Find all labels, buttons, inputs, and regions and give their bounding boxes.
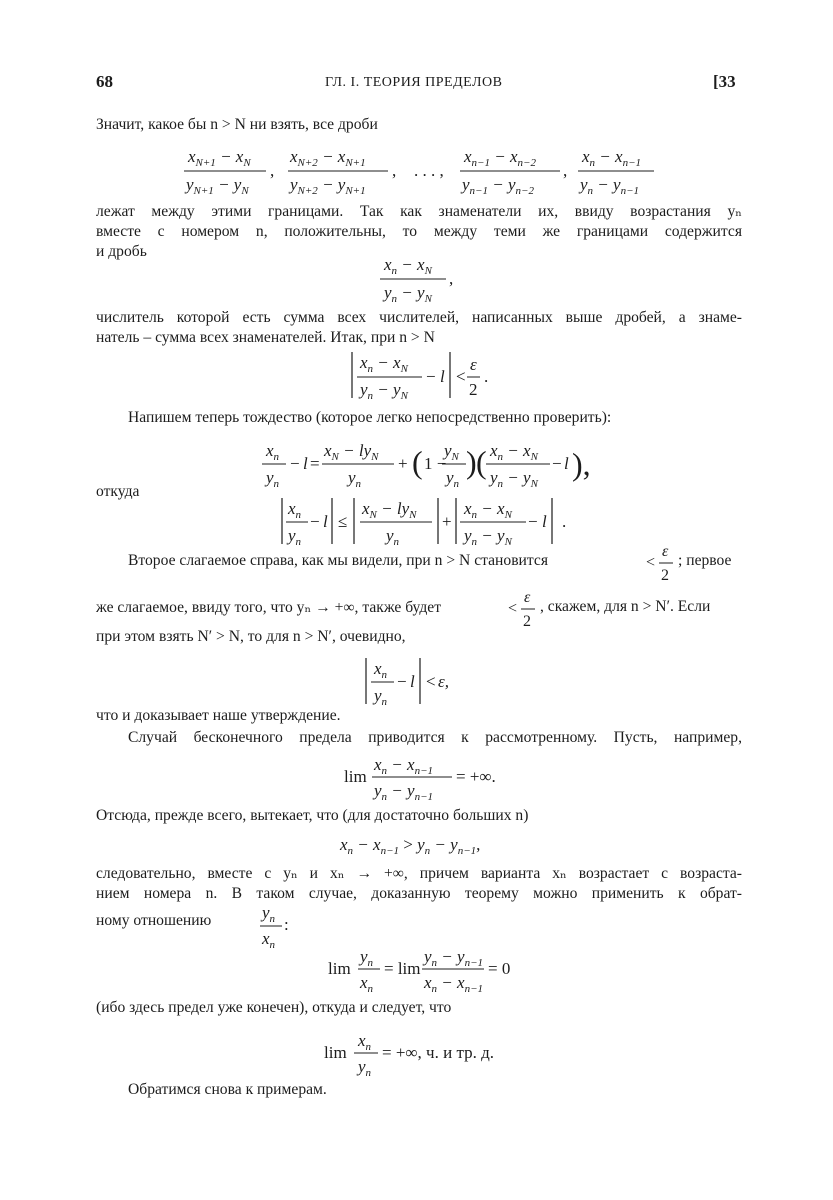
paragraph-3: числитель которой есть сумма всех числителей, написанных выше дробей, а знаме- натель – сумма всех знаменателей. Итак, при n > N — [96, 309, 742, 346]
svg-text:xn − xn−1: $x_n - x_{n-1}$ — [374, 755, 434, 777]
svg-text:yn: $y_n$ — [262, 903, 276, 925]
svg-text:yn − yn−1: $y_n - y_{n-1}$ — [424, 947, 484, 969]
svg-text:yn − yn−1: $y_n - y_{n-1}$ — [374, 781, 434, 800]
svg-text:l: l — [440, 367, 445, 386]
svg-text:(: ( — [412, 444, 423, 480]
svg-text:l: l — [564, 454, 569, 473]
svg-text:<: < — [456, 367, 466, 386]
svg-text:ε,: ε, — [438, 672, 449, 691]
svg-text:<: < — [426, 672, 436, 691]
svg-text:lim: lim — [344, 767, 367, 786]
svg-text:lim: lim — [324, 1043, 347, 1062]
formula-eps-half-1 — [646, 540, 682, 584]
svg-text:l: l — [323, 512, 328, 531]
svg-text:yn: $y_n$ — [374, 686, 388, 706]
svg-text:yn: $y_n$ — [446, 468, 460, 488]
svg-text:yn − yN: $y_n - y_N$ — [360, 380, 408, 402]
page-number: 68 — [96, 72, 113, 91]
paragraph-6-line-1a: Второе слагаемое справа, как мы видели, при n > N становится — [128, 552, 549, 569]
svg-text:xn − xN: $x_n - x_N$ — [360, 353, 408, 375]
formula-zero-limit — [326, 944, 526, 992]
paragraph-4: Напишем теперь тождество (которое легко непосредственно проверить): — [128, 409, 612, 426]
svg-text:−: − — [397, 672, 407, 691]
svg-text:yn: $y_n$ — [386, 526, 400, 546]
paragraph-7: что и доказывает наше утверждение. — [96, 707, 341, 724]
svg-text:xN − lyN: $x_N - ly_N$ — [324, 441, 379, 463]
svg-text:= +∞, ч. и тр. д.: = +∞, ч. и тр. д. — [382, 1043, 494, 1062]
formula-difference — [338, 830, 518, 860]
svg-text:lim: lim — [328, 959, 351, 978]
formula-inequality — [278, 494, 574, 546]
svg-text:yn − yn−1: $y_n - y_{n-1}$ — [580, 175, 640, 197]
paragraph-1: Значит, какое бы n > N ни взять, все дроби — [96, 116, 378, 133]
formula-ratio — [256, 902, 296, 948]
paragraph-6-line-3: при этом взять N′ > N, то для n > N′, очевидно, — [96, 628, 406, 645]
svg-text:xn: $x_n$ — [374, 659, 388, 681]
svg-text:xn: $x_n$ — [266, 441, 280, 463]
svg-text:yn: $y_n$ — [358, 1057, 372, 1076]
svg-text:+: + — [442, 512, 452, 531]
svg-text:xn: $x_n$ — [262, 929, 276, 948]
svg-text:xn: $x_n$ — [288, 499, 302, 521]
formula-identity — [258, 436, 578, 488]
svg-text:yn − yN: $y_n - y_N$ — [464, 526, 512, 546]
svg-text:yn: $y_n$ — [266, 468, 280, 488]
svg-text:xN+1 − xN: $x_{N+1} - x_N$ — [188, 147, 251, 169]
paragraph-8: Случай бесконечного предела приводится к рассмотренному. Пусть, например, — [128, 729, 742, 746]
svg-text:yn: $y_n$ — [348, 468, 362, 488]
section-number: [33 — [713, 72, 736, 91]
paragraph-6-line-2b: , скажем, для n > N′. Если — [540, 598, 711, 615]
svg-text:ε: ε — [470, 355, 477, 374]
svg-text:xn − xN: $x_n - x_N$ — [464, 499, 512, 521]
paragraph-6-line-2a: же слагаемое, ввиду того, что yₙ → +∞, также будет — [96, 599, 442, 616]
svg-text:<: < — [508, 600, 518, 617]
svg-text:.: . — [562, 512, 567, 531]
svg-text:(: ( — [476, 444, 487, 480]
svg-text:. . . ,: . . . , — [414, 161, 444, 180]
svg-text:,: , — [563, 161, 568, 180]
svg-text:2: 2 — [469, 380, 478, 399]
formula-fraction-n-N — [378, 252, 468, 302]
svg-text:yN+1 − yN: $y_{N+1} - y_N$ — [186, 175, 249, 197]
formula-eps-half-2 — [508, 586, 544, 630]
svg-text:yn: $y_n$ — [288, 526, 302, 546]
svg-text::: : — [284, 915, 289, 934]
svg-text:1 −: 1 − — [424, 454, 447, 473]
svg-text:xn − xN: $x_n - x_N$ — [490, 441, 538, 463]
svg-text:.: . — [484, 367, 489, 386]
svg-text:+: + — [398, 454, 408, 473]
svg-text:l: l — [410, 672, 415, 691]
svg-text:yn−1 − yn−2: $y_{n-1} - y_{n-2}$ — [462, 175, 534, 197]
svg-text:xn: $x_n$ — [360, 973, 374, 992]
paragraph-12: Обратимся снова к примерам. — [128, 1081, 327, 1098]
svg-text:xn − xn−1 > yn − yn−1,: $x_n - x_{n-1} > y_n - y_{n-1}$, — [340, 835, 481, 857]
svg-text:,: , — [449, 269, 454, 288]
svg-text:2: 2 — [523, 613, 531, 630]
svg-text:yN: $y_N$ — [444, 441, 459, 463]
svg-text:−: − — [310, 512, 320, 531]
formula-result — [362, 654, 472, 706]
svg-text:l: l — [542, 512, 547, 531]
svg-text:=: = — [310, 454, 320, 473]
svg-text:2: 2 — [661, 567, 669, 584]
svg-text:): ) — [466, 444, 477, 480]
svg-text:−: − — [552, 454, 562, 473]
paragraph-10-line-3: ному отношению — [96, 912, 212, 929]
svg-text:≤: ≤ — [338, 512, 348, 531]
svg-text:yn − yN: $y_n - y_N$ — [384, 283, 432, 302]
paragraph-11: (ибо здесь предел уже конечен), откуда и следует, что — [96, 999, 452, 1016]
paragraph-6-line-1b: ; первое — [678, 552, 732, 569]
svg-text:ε: ε — [524, 589, 531, 606]
paragraph-2: лежат между этими границами. Так как знаменатели их, ввиду возрастания yₙ вместе с номером n, положительны, то между теми же границами содержится и дробь — [96, 203, 742, 260]
svg-text:ε: ε — [662, 543, 669, 560]
svg-text:,: , — [270, 161, 275, 180]
paragraph-9: Отсюда, прежде всего, вытекает, что (для достаточно больших n) — [96, 807, 529, 824]
formula-final — [322, 1028, 532, 1076]
formula-fractions-row — [170, 140, 670, 198]
svg-text:−: − — [528, 512, 538, 531]
formula-bound — [348, 348, 508, 402]
svg-text:yN+2 − yN+1: $y_{N+2} - y_{N+1}$ — [290, 175, 366, 197]
svg-text:xn − xN: $x_n - x_N$ — [384, 255, 432, 277]
svg-text:xN+2 − xN+1: $x_{N+2} - x_{N+1}$ — [290, 147, 366, 169]
svg-text:−: − — [426, 367, 436, 386]
svg-text:xn − xn−1: $x_n - x_{n-1}$ — [424, 973, 484, 992]
svg-text:−: − — [290, 454, 300, 473]
svg-text:,: , — [392, 161, 397, 180]
svg-text:yn − yN: $y_n - y_N$ — [490, 468, 538, 488]
svg-text:xn−1 − xn−2: $x_{n-1} - x_{n-2}$ — [464, 147, 536, 169]
svg-text:l: l — [303, 454, 308, 473]
svg-text:yn: $y_n$ — [360, 947, 374, 969]
identity-close-paren: ), — [572, 446, 591, 482]
svg-text:xN − lyN: $x_N - ly_N$ — [362, 499, 417, 521]
svg-text:xn: $x_n$ — [358, 1031, 372, 1053]
svg-text:= 0: = 0 — [488, 959, 511, 978]
paragraph-10: следовательно, вместе с yₙ и xₙ → +∞, причем варианта xₙ возрастает с возраста- нием номера n. В таком случае, доказанную теорему можно применить к обрат- — [96, 865, 742, 902]
svg-text:xn − xn−1: $x_n - x_{n-1}$ — [582, 147, 642, 169]
svg-text:<: < — [646, 554, 656, 571]
svg-text:= +∞.: = +∞. — [456, 767, 496, 786]
svg-text:= lim: = lim — [384, 959, 421, 978]
chapter-title: ГЛ. I. ТЕОРИЯ ПРЕДЕЛОВ — [325, 75, 503, 90]
formula-infinite-limit — [342, 752, 522, 800]
paragraph-5: откуда — [96, 483, 140, 500]
